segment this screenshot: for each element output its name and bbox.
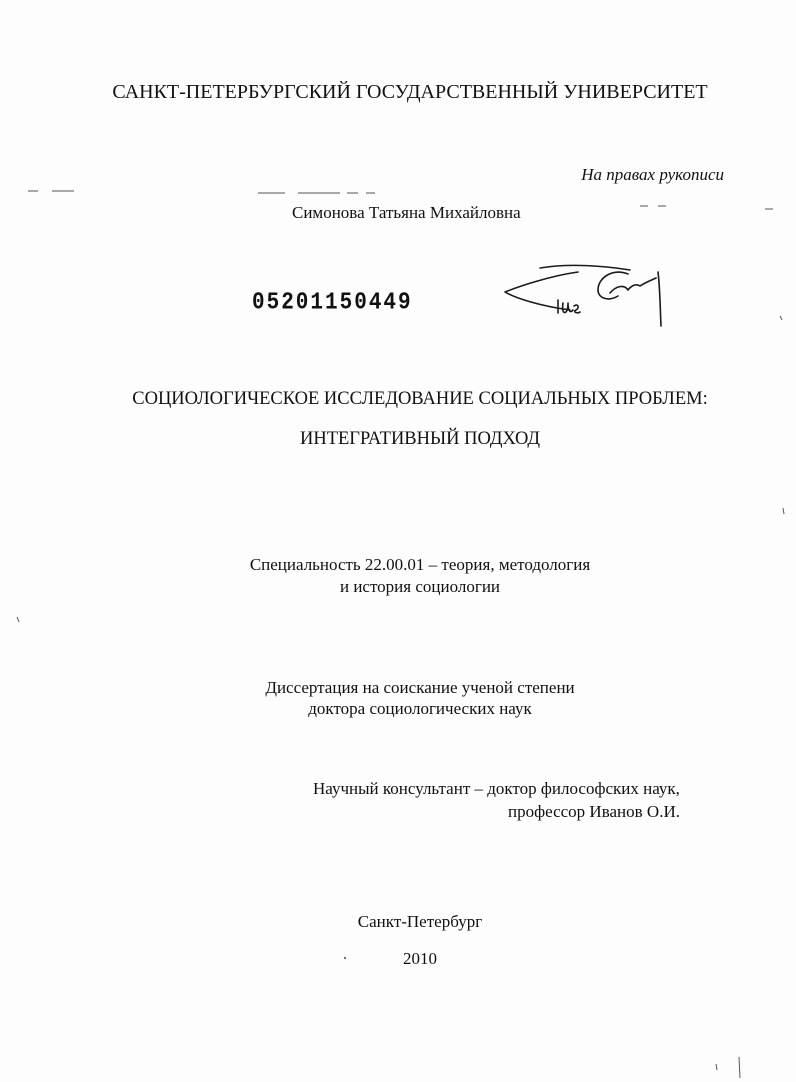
year: 2010: [403, 949, 437, 968]
advisor-line1: Научный консультант – доктор философских наук,: [313, 779, 680, 798]
author-name: Симонова Татьяна Михайловна: [292, 203, 521, 222]
specialty-line2: и история социологии: [339, 577, 501, 596]
city: Санкт-Петербург: [357, 912, 483, 931]
dissertation-title-line2: ИНТЕГРАТИВНЫЙ ПОДХОД: [299, 429, 541, 449]
manuscript-note: На правах рукописи: [581, 165, 724, 184]
dissertation-title-line1: СОЦИОЛОГИЧЕСКОЕ ИССЛЕДОВАНИЕ СОЦИАЛЬНЫХ ПРОБЛЕМ:: [132, 389, 708, 409]
advisor-line2: профессор Иванов О.И.: [508, 802, 680, 821]
signature-image: [500, 258, 680, 333]
university-name: САНКТ-ПЕТЕРБУРГСКИЙ ГОСУДАРСТВЕННЫЙ УНИВЕРСИТЕТ: [112, 81, 708, 103]
degree-line1: Диссертация на соискание ученой степени: [265, 678, 575, 697]
degree-line2: доктора социологических наук: [308, 699, 532, 718]
registration-number: 05201150449: [252, 289, 413, 317]
specialty-line1: Специальность 22.00.01 – теория, методология: [249, 555, 591, 574]
